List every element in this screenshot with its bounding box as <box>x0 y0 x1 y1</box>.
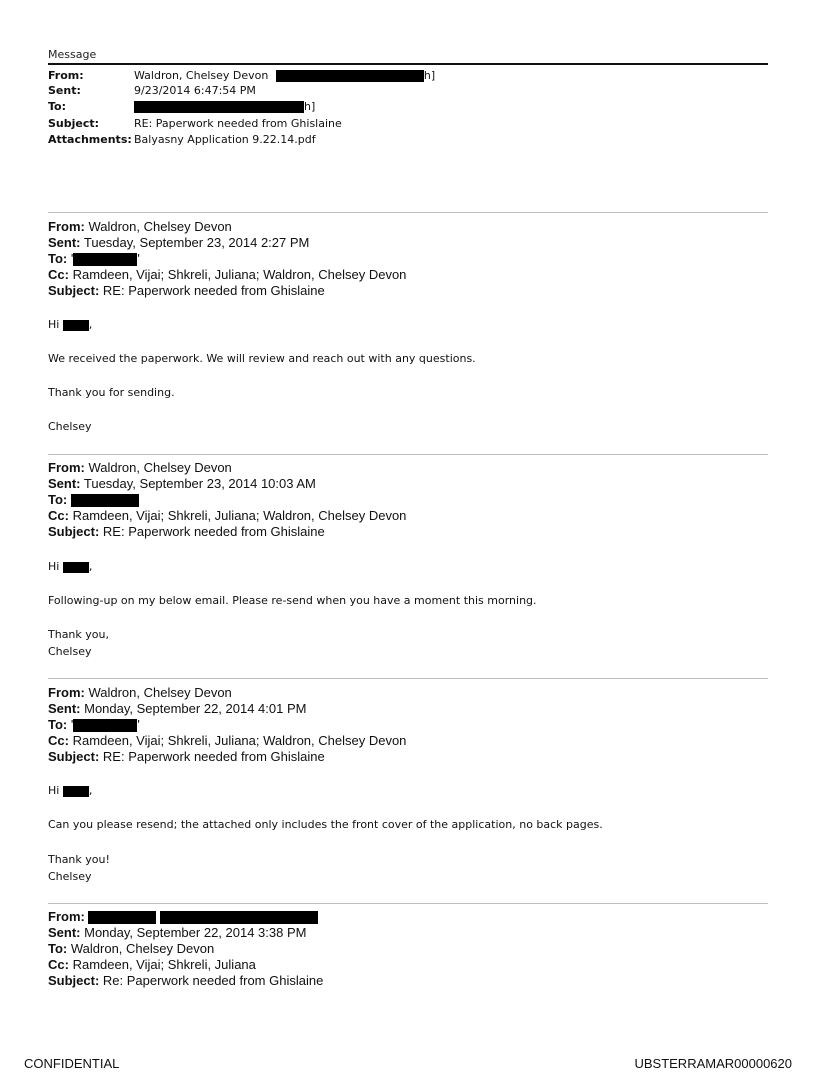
email-2-signoff: Chelsey <box>48 645 92 658</box>
email-2-subject: Subject: RE: Paperwork needed from Ghislaine <box>48 524 325 539</box>
email-3-to: To: ' ' <box>48 717 140 732</box>
email-2-greeting: Hi , <box>48 560 93 573</box>
email-2-cc: Cc: Ramdeen, Vijai; Shkreli, Juliana; Waldron, Chelsey Devon <box>48 508 407 523</box>
email-3-subject: Subject: RE: Paperwork needed from Ghislaine <box>48 749 325 764</box>
email-3-greeting: Hi , <box>48 784 93 797</box>
email-3-paragraph: Can you please resend; the attached only includes the front cover of the application, no back pages. <box>48 818 603 831</box>
redaction-box <box>276 70 424 82</box>
redaction-box <box>73 253 137 266</box>
header-subject-label: Subject: <box>48 117 100 130</box>
email-1-sent: Sent: Tuesday, September 23, 2014 2:27 PM <box>48 235 310 250</box>
email-separator <box>48 678 768 679</box>
header-subject-value: RE: Paperwork needed from Ghislaine <box>134 117 342 130</box>
email-4-from: From: <box>48 909 318 925</box>
email-2-paragraph: Following-up on my below email. Please re-send when you have a moment this morning. <box>48 594 537 607</box>
email-4-subject: Subject: Re: Paperwork needed from Ghislaine <box>48 973 324 988</box>
email-2-closing: Thank you, <box>48 628 109 641</box>
email-1-paragraph: We received the paperwork. We will review and reach out with any questions. <box>48 352 476 365</box>
redaction-box <box>73 719 137 732</box>
redaction-box <box>160 911 318 924</box>
email-1-to: To: ' ' <box>48 251 140 266</box>
header-from-value: Waldron, Chelsey Devon <box>134 69 269 82</box>
redaction-box <box>63 786 89 797</box>
email-1-paragraph: Thank you for sending. <box>48 386 175 399</box>
footer-bates-number: UBSTERRAMAR00000620 <box>634 1056 792 1071</box>
email-1-from: From: Waldron, Chelsey Devon <box>48 219 232 234</box>
email-1-subject: Subject: RE: Paperwork needed from Ghislaine <box>48 283 325 298</box>
email-3-signoff: Chelsey <box>48 870 92 883</box>
header-rule <box>48 63 768 65</box>
header-from-label: From: <box>48 69 84 82</box>
email-2-to: To: <box>48 492 139 508</box>
email-1-cc: Cc: Ramdeen, Vijai; Shkreli, Juliana; Waldron, Chelsey Devon <box>48 267 407 282</box>
header-sent-value: 9/23/2014 6:47:54 PM <box>134 84 256 97</box>
email-3-closing: Thank you! <box>48 853 110 866</box>
email-4-sent: Sent: Monday, September 22, 2014 3:38 PM <box>48 925 307 940</box>
redaction-box <box>134 101 304 113</box>
header-to-label: To: <box>48 100 66 113</box>
email-separator <box>48 903 768 904</box>
header-from-suffix: h] <box>423 69 436 82</box>
email-separator <box>48 212 768 213</box>
email-3-sent: Sent: Monday, September 22, 2014 4:01 PM <box>48 701 307 716</box>
attachment-link[interactable]: Balyasny Application 9.22.14.pdf <box>134 133 316 146</box>
email-4-to: To: Waldron, Chelsey Devon <box>48 941 215 956</box>
redaction-box <box>71 494 139 507</box>
email-2-from: From: Waldron, Chelsey Devon <box>48 460 232 475</box>
email-4-cc: Cc: Ramdeen, Vijai; Shkreli, Juliana <box>48 957 256 972</box>
email-2-sent: Sent: Tuesday, September 23, 2014 10:03 AM <box>48 476 316 491</box>
redaction-box <box>63 320 89 331</box>
email-3-from: From: Waldron, Chelsey Devon <box>48 685 232 700</box>
footer-confidential: CONFIDENTIAL <box>24 1056 120 1071</box>
header-attachments-label: Attachments: <box>48 133 132 146</box>
email-3-cc: Cc: Ramdeen, Vijai; Shkreli, Juliana; Waldron, Chelsey Devon <box>48 733 407 748</box>
email-1-greeting: Hi , <box>48 318 93 331</box>
redaction-box <box>63 562 89 573</box>
email-1-signoff: Chelsey <box>48 420 92 433</box>
redaction-box <box>88 911 156 924</box>
email-separator <box>48 454 768 455</box>
header-sent-label: Sent: <box>48 84 81 97</box>
message-title: Message <box>48 48 97 61</box>
header-to-suffix: h] <box>304 100 316 113</box>
